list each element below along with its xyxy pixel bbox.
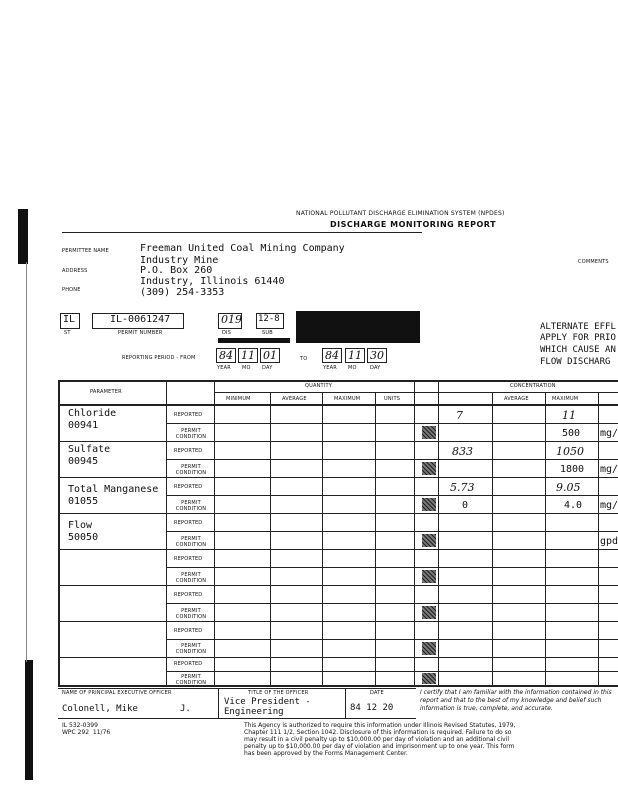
address-label: ADDRESS: [62, 268, 88, 274]
row-label-permit-condition: PERMIT CONDITION: [175, 572, 207, 584]
row-rule: [58, 585, 618, 586]
from-day: 01: [260, 348, 280, 363]
row-rule: [58, 477, 618, 478]
redaction-block: [296, 311, 420, 343]
shaded-cell: [422, 462, 436, 475]
from-year-label: YEAR: [217, 365, 231, 371]
permit-conc-units: mg/: [600, 428, 618, 439]
discharge-label: DIS: [222, 330, 232, 336]
to-month-label: MO: [348, 365, 357, 371]
q-average-header: AVERAGE: [282, 396, 307, 402]
row-label-permit-condition: PERMIT CONDITION: [175, 500, 207, 512]
sig-rule-top: [58, 688, 416, 689]
state-value: IL: [63, 314, 76, 325]
reported-conc-min: 833: [452, 445, 473, 458]
permit-number-label: PERMIT NUMBER: [118, 330, 163, 336]
c-maximum-header: MAXIMUM: [552, 396, 579, 402]
param-code: 00941: [68, 420, 99, 431]
to-year-label: YEAR: [323, 365, 337, 371]
row-label-reported: REPORTED: [174, 448, 203, 454]
row-label-reported: REPORTED: [174, 556, 203, 562]
sig-rule-bottom: [58, 718, 416, 719]
permittee-name: Freeman United Coal Mining Company: [140, 243, 345, 254]
shaded-cell: [422, 673, 436, 684]
alternate-notice-1: ALTERNATE EFFL: [540, 322, 616, 332]
period-underbar: [218, 338, 290, 343]
reported-conc-min: 7: [456, 409, 463, 422]
shaded-cell: [422, 534, 436, 547]
permit-number: IL-0061247: [110, 314, 171, 325]
sig-divider: [218, 688, 219, 718]
from-month: 11: [238, 348, 258, 363]
row-rule: [58, 657, 618, 658]
signature-date: 84 12 20: [350, 703, 394, 713]
col-qmin-right: [270, 392, 271, 685]
address-line-3: Industry, Illinois 61440: [140, 276, 285, 287]
sub-value: 12-8: [258, 314, 280, 324]
concentration-header: CONCENTRATION: [510, 383, 556, 389]
row-label-reported: REPORTED: [174, 520, 203, 526]
comments-label: COMMENTS: [578, 259, 609, 265]
shaded-cell: [422, 426, 436, 439]
permit-conc-max: 500: [562, 428, 581, 439]
scan-edge: [26, 262, 27, 662]
subheader-rule: [214, 392, 618, 393]
shaded-cell: [422, 606, 436, 619]
address-line-1: Industry Mine: [140, 255, 219, 266]
param-name: Total Manganese: [68, 484, 159, 495]
reported-conc-max: 1050: [556, 445, 584, 458]
row-rule: [58, 621, 618, 622]
col-cmin-right: [492, 392, 493, 685]
certification-text: I certify that I am familiar with the information contained in this report and that to the best of my knowledge and belief such information is true, complete, and accurate.: [420, 689, 612, 712]
agency-title: NATIONAL POLLUTANT DISCHARGE ELIMINATION SYSTEM (NPDES): [296, 210, 505, 217]
date-label: DATE: [370, 690, 384, 696]
row-rule: [166, 567, 618, 568]
param-code: 50050: [68, 532, 99, 543]
shaded-cell: [422, 498, 436, 511]
to-month: 11: [345, 348, 365, 363]
param-name: Chloride: [68, 408, 117, 419]
permit-flow-units: gpd: [600, 536, 618, 547]
shaded-cell: [422, 570, 436, 583]
state-label: ST: [64, 330, 71, 336]
to-day-label: DAY: [370, 365, 381, 371]
permit-conc-units: mg/: [600, 500, 618, 511]
sig-divider: [345, 688, 346, 718]
row-rule: [166, 495, 618, 496]
address-line-2: P.O. Box 260: [140, 265, 213, 276]
to-label: TO: [300, 356, 308, 362]
title-label: TITLE OF THE OFFICER: [248, 690, 309, 696]
row-label-reported: REPORTED: [174, 412, 203, 418]
c-average-header: AVERAGE: [504, 396, 529, 402]
parameter-header: PARAMETER: [90, 389, 122, 395]
row-rule: [166, 603, 618, 604]
row-label-permit-condition: PERMIT CONDITION: [175, 643, 207, 655]
agency-notice: This Agency is authorized to require this information under Illinois Revised Statutes, 1979, Chapter 111 1/2, Section 1042. Disclosure of this information is required. Failure to do so may result in a civil penalty up to $10,000.00 per day of violation and an additional civil penalty up to $10,000.00 per day of violation and imprisonment up to one year. This form has been approved by the Forms Management Center.: [244, 722, 516, 757]
param-name: Flow: [68, 520, 93, 531]
col-qmax-right: [375, 392, 376, 685]
row-rule: [58, 549, 618, 550]
discharge-number: 019: [221, 313, 242, 326]
phone-number: (309) 254-3353: [140, 287, 225, 298]
report-title: DISCHARGE MONITORING REPORT: [330, 220, 497, 229]
q-minimum-header: MINIMUM: [226, 396, 251, 402]
reported-conc-max: 9.05: [556, 481, 581, 494]
q-units-header: UNITS: [384, 396, 401, 402]
col-cmax-right: [598, 392, 599, 685]
param-code: 01055: [68, 496, 99, 507]
table-left: [58, 380, 60, 685]
sub-label: SUB: [262, 330, 273, 336]
shaded-cell: [422, 642, 436, 655]
alternate-notice-3: WHICH CAUSE AN: [540, 345, 616, 355]
permit-conc-units: mg/: [600, 464, 618, 475]
reporting-period-label: REPORTING PERIOD - FROM: [122, 355, 196, 361]
reported-conc-min: 5.73: [450, 481, 475, 494]
row-label-permit-condition: PERMIT CONDITION: [175, 608, 207, 620]
row-label-reported: REPORTED: [174, 592, 203, 598]
permit-conc-min: 0: [462, 500, 469, 511]
row-rule: [166, 423, 618, 424]
row-rule: [58, 513, 618, 514]
row-label-reported: REPORTED: [174, 628, 203, 634]
permit-conc-max: 1800: [560, 464, 585, 475]
table-top: [58, 380, 618, 382]
row-label-permit-condition: PERMIT CONDITION: [175, 464, 207, 476]
scan-bar-top: [18, 209, 28, 264]
param-name: Sulfate: [68, 444, 111, 455]
col-qavg-right: [322, 392, 323, 685]
officer-title: Vice President - Engineering: [224, 697, 311, 717]
to-year: 84: [322, 348, 342, 363]
form-code: IL 532-0399 WPC 292 11/76: [62, 722, 111, 736]
from-month-label: MO: [242, 365, 251, 371]
permit-conc-max: 4.0: [564, 500, 583, 511]
reported-conc-max: 11: [562, 409, 576, 422]
alternate-notice-2: APPLY FOR PRIO: [540, 333, 616, 343]
from-year: 84: [216, 348, 236, 363]
row-label-reported: REPORTED: [174, 661, 203, 667]
col-cavg-right: [545, 392, 546, 685]
table-bottom: [58, 685, 618, 687]
row-label-permit-condition: PERMIT CONDITION: [175, 536, 207, 548]
row-rule: [58, 441, 618, 442]
scan-bar-bottom: [25, 660, 33, 780]
row-rule: [166, 639, 618, 640]
param-code: 00945: [68, 456, 99, 467]
from-day-label: DAY: [262, 365, 273, 371]
header-rule: [62, 232, 422, 233]
q-maximum-header: MAXIMUM: [334, 396, 361, 402]
permittee-name-label: PERMITTEE NAME: [62, 248, 109, 254]
quantity-header: QUANTITY: [305, 383, 332, 389]
to-day: 30: [367, 348, 387, 363]
phone-label: PHONE: [62, 287, 81, 293]
header-bottom: [58, 404, 618, 406]
row-label-permit-condition: PERMIT CONDITION: [175, 674, 207, 686]
row-label-permit-condition: PERMIT CONDITION: [175, 428, 207, 440]
row-rule: [166, 671, 618, 672]
officer-initial: J.: [180, 704, 191, 714]
row-rule: [166, 531, 618, 532]
row-rule: [166, 459, 618, 460]
alternate-notice-4: FLOW DISCHARG: [540, 357, 611, 367]
row-label-reported: REPORTED: [174, 484, 203, 490]
officer-name: Colonell, Mike: [62, 704, 138, 714]
officer-label: NAME OF PRINCIPAL EXECUTIVE OFFICER: [62, 690, 172, 696]
